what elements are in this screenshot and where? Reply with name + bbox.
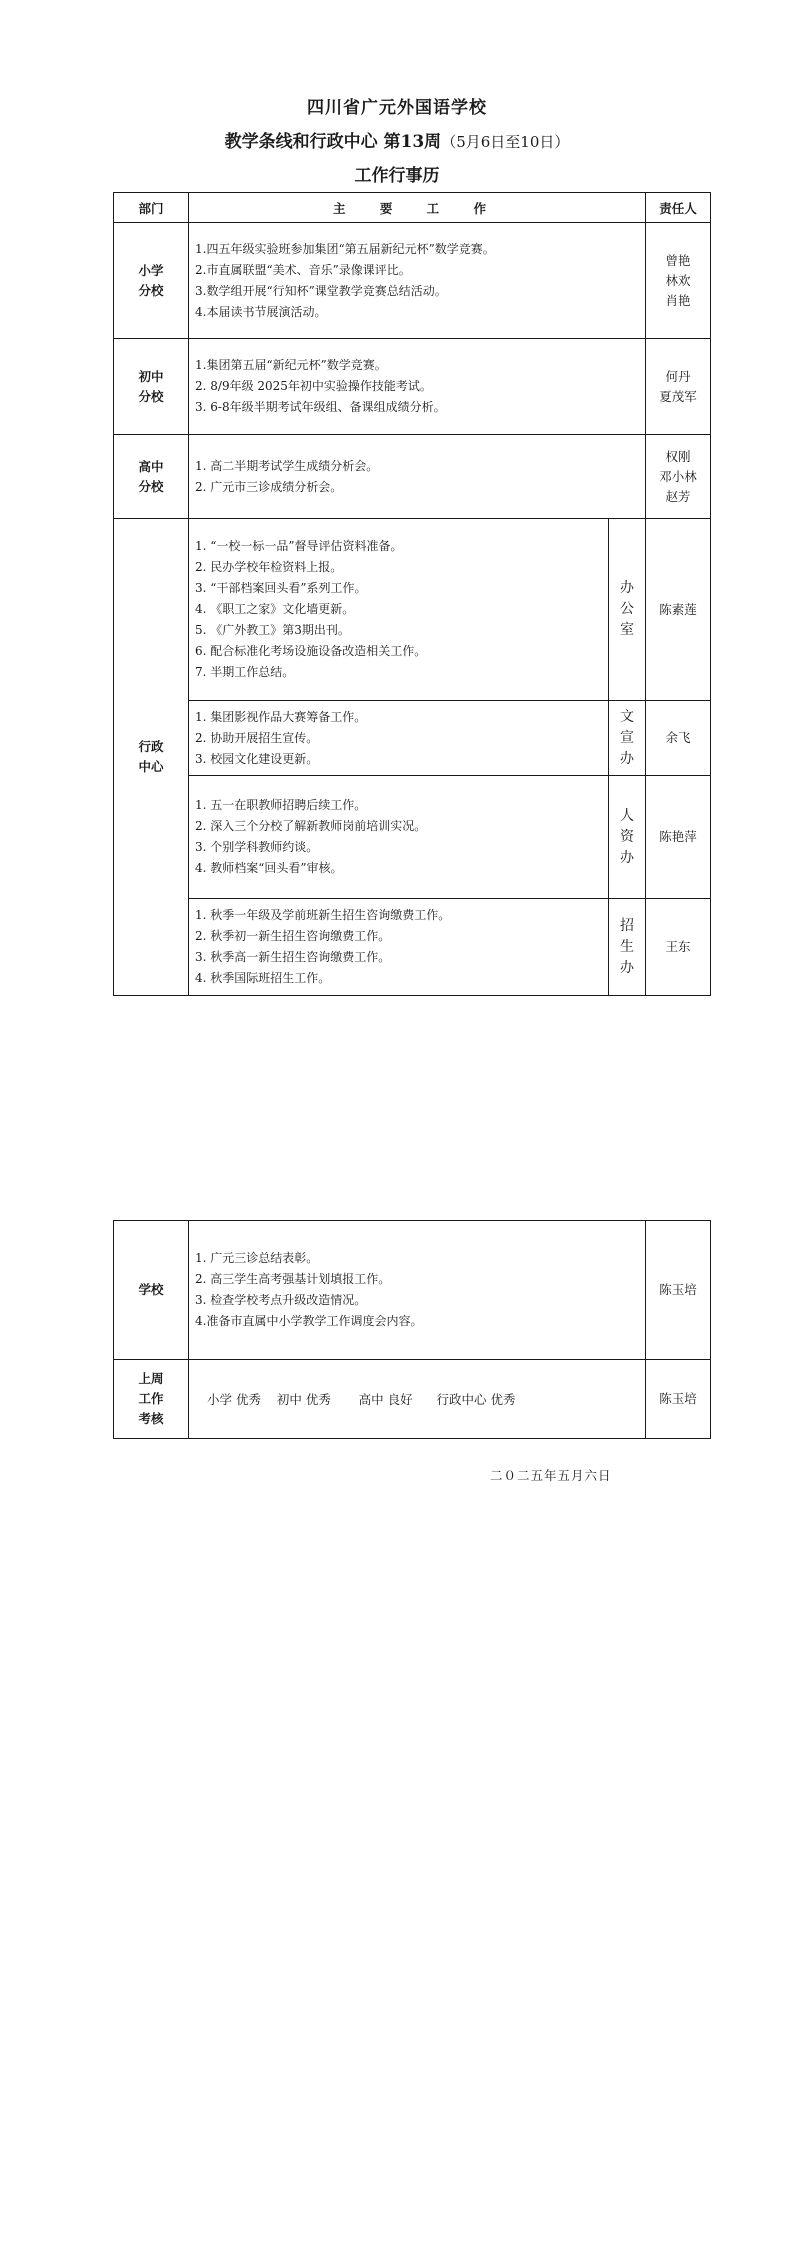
dept-school: 学校	[114, 1221, 189, 1360]
header-responsible: 责任人	[646, 193, 711, 223]
list-item: 4.本届读书节展演活动。	[195, 304, 327, 319]
header-dept: 部门	[114, 193, 189, 223]
table-row	[114, 519, 711, 701]
work-senior	[189, 435, 646, 519]
office-label-admissions: 招 生 办	[609, 899, 646, 996]
week-title	[0, 130, 794, 154]
work-admin-hr	[189, 776, 609, 899]
dept-senior: 高中 分校	[114, 435, 189, 519]
list-item: 6. 配合标准化考场设施设备改造相关工作。	[195, 644, 427, 658]
dept-primary: 小学 分校	[114, 223, 189, 339]
table-row	[114, 435, 711, 519]
dept-admin: 行政 中心	[114, 519, 189, 996]
list-item: 1.集团第五届“新纪元杯”数学竞赛。	[195, 358, 387, 372]
table-row	[114, 223, 711, 339]
list-item: 1. 五一在职教师招聘后续工作。	[195, 798, 367, 812]
list-item: 2. 民办学校年检资料上报。	[195, 560, 343, 574]
resp-school: 陈玉培	[646, 1221, 711, 1360]
review-results: 小学 优秀 初中 优秀 高中 良好 行政中心 优秀	[189, 1360, 646, 1439]
list-item: 3. 个别学科教师约谈。	[195, 840, 319, 854]
resp-junior: 何丹 夏茂军	[646, 339, 711, 435]
week-title-main: 教学条线和行政中心 第13周	[224, 132, 442, 152]
schedule-table-part2	[113, 1220, 711, 1439]
table-row	[114, 776, 711, 899]
dept-review: 上周 工作 考核	[114, 1360, 189, 1439]
work-primary	[189, 223, 646, 339]
resp-admin-admissions: 王东	[646, 899, 711, 996]
list-item: 1. 集团影视作品大赛筹备工作。	[195, 709, 367, 724]
list-item: 4. 秋季国际班招生工作。	[195, 971, 331, 985]
resp-primary: 曾艳 林欢 肖艳	[646, 223, 711, 339]
resp-admin-publicity: 余飞	[646, 701, 711, 776]
table-row	[114, 1360, 711, 1439]
list-item: 1. 秋季一年级及学前班新生招生咨询缴费工作。	[195, 908, 451, 922]
list-item: 2. 8/9年级 2025年初中实验操作技能考试。	[195, 379, 432, 393]
list-item: 3. 秋季高一新生招生咨询缴费工作。	[195, 950, 391, 964]
table-row	[114, 899, 711, 996]
list-item: 4. 《职工之家》文化墙更新。	[195, 602, 355, 616]
schedule-table-part1	[113, 192, 711, 996]
office-label-general: 办 公 室	[609, 519, 646, 701]
list-item: 2. 高三学生高考强基计划填报工作。	[195, 1272, 391, 1286]
table-row	[114, 339, 711, 435]
list-item: 1. 高二半期考试学生成绩分析会。	[195, 458, 379, 473]
list-item: 4.准备市直属中小学教学工作调度会内容。	[195, 1314, 423, 1328]
document-header	[0, 96, 794, 188]
table-row	[114, 1221, 711, 1360]
list-item: 2. 深入三个分校了解新教师岗前培训实况。	[195, 819, 427, 833]
list-item: 4. 教师档案“回头看”审核。	[195, 861, 343, 875]
list-item: 3. “干部档案回头看”系列工作。	[195, 581, 367, 595]
list-item: 7. 半期工作总结。	[195, 665, 295, 679]
header-main-work: 主 要 工 作	[189, 193, 646, 223]
list-item: 2. 广元市三诊成绩分析会。	[195, 479, 343, 494]
resp-review: 陈玉培	[646, 1360, 711, 1439]
work-admin-admissions	[189, 899, 609, 996]
table-header-row	[114, 193, 711, 223]
list-item: 2. 协助开展招生宣传。	[195, 730, 319, 745]
list-item: 5. 《广外教工》第3期出刊。	[195, 623, 350, 637]
work-school	[189, 1221, 646, 1360]
work-admin-publicity	[189, 701, 609, 776]
list-item: 2. 秋季初一新生招生咨询缴费工作。	[195, 929, 391, 943]
calendar-title: 工作行事历	[354, 166, 440, 186]
list-item: 3.数学组开展“行知杯”课堂教学竞赛总结活动。	[195, 283, 447, 298]
office-label-publicity: 文 宣 办	[609, 701, 646, 776]
dept-junior: 初中 分校	[114, 339, 189, 435]
list-item: 3. 校园文化建设更新。	[195, 751, 319, 766]
office-label-hr: 人 资 办	[609, 776, 646, 899]
table-row	[114, 701, 711, 776]
resp-admin-hr: 陈艳萍	[646, 776, 711, 899]
list-item: 1. 广元三诊总结表彰。	[195, 1251, 319, 1265]
school-name: 四川省广元外国语学校	[307, 98, 487, 118]
list-item: 3. 6-8年级半期考试年级组、备课组成绩分析。	[195, 400, 446, 414]
list-item: 3. 检查学校考点升级改造情况。	[195, 1293, 367, 1307]
work-junior	[189, 339, 646, 435]
resp-senior: 权刚 邓小林 赵芳	[646, 435, 711, 519]
signature-date: 二０二五年五月六日	[490, 1468, 612, 1483]
list-item: 2.市直属联盟“美术、音乐”录像课评比。	[195, 262, 411, 277]
list-item: 1. “一校一标一品”督导评估资料准备。	[195, 539, 403, 553]
list-item: 1.四五年级实验班参加集团“第五届新纪元杯”数学竞赛。	[195, 241, 495, 256]
week-date-range: （5月6日至10日）	[441, 133, 570, 151]
resp-admin-office: 陈素莲	[646, 519, 711, 701]
work-admin-office	[189, 519, 609, 701]
